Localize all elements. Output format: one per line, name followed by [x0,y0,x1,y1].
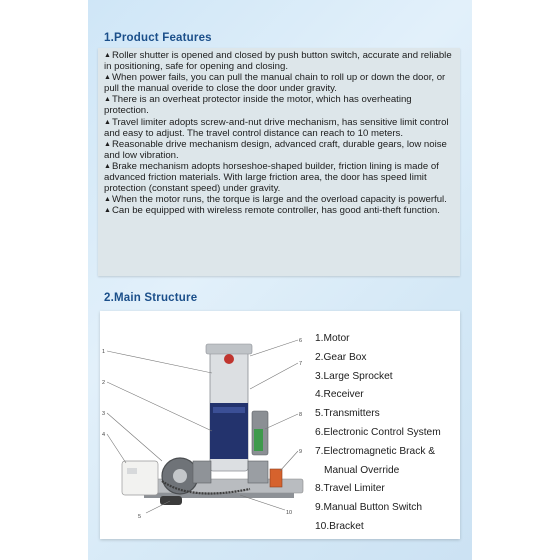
part-item: 4.Receiver [315,389,364,401]
triangle-bullet-icon: ▲ [104,96,111,104]
triangle-bullet-icon: ▲ [104,207,111,215]
feature-item: ▲Brake mechanism adopts horseshoe-shaped builder, friction lining is made of advanced friction materials. With large friction area, the door has speed limit protection (constant speed) under gravity. [104,160,439,195]
part-item: 2.Gear Box [315,351,367,363]
callout-label: 5 [138,514,142,520]
triangle-bullet-icon: ▲ [104,162,111,170]
feature-item: ▲There is an overheat protector inside the motor, which has overheating protection. [104,94,412,117]
feature-item: ▲Travel limiter adopts screw-and-nut drive mechanism, has sensitive limit control and easy to adjust. The travel control distance can reach to 10 meters. [104,116,449,139]
part-item-continuation: Manual Override [324,464,400,476]
triangle-bullet-icon: ▲ [104,140,111,148]
features-list [104,50,456,216]
callout-label: 10 [286,510,293,516]
part-item: 9.Manual Button Switch [315,502,423,514]
part-item: 6.Electronic Control System [315,426,441,438]
feature-item: ▲Reasonable drive mechanism design, advanced craft, durable gears, low noise and low vibration. [104,138,447,161]
transmitter-icon [160,496,182,505]
triangle-bullet-icon: ▲ [104,52,111,59]
part-item: 10.Bracket [315,520,364,532]
part-item: 5.Transmitters [315,408,380,420]
feature-item: ▲Roller shutter is opened and closed by push button switch, accurate and reliable in positioning, safe for opening and closing. [104,50,452,73]
feature-item: ▲When the motor runs, the torque is large and the overload capacity is powerful. [104,194,447,206]
triangle-bullet-icon: ▲ [104,118,111,126]
callout-label: 4 [102,432,106,438]
callout-label: 8 [299,412,303,418]
callout-label: 2 [102,380,106,386]
triangle-bullet-icon: ▲ [104,74,111,82]
callout-label: 6 [299,338,303,344]
part-item: 7.Electromagnetic Brack & [315,445,436,457]
motor-illustration [100,311,315,539]
callout-label: 1 [102,349,106,355]
receiver-box-icon [122,461,158,495]
part-item: 8.Travel Limiter [315,483,385,495]
feature-item: ▲When power fails, you can pull the manual chain to roll up or down the door, or pull the manual overide to close the door under gravity. [104,72,446,95]
part-item: 3.Large Sprocket [315,370,393,382]
brochure-page [88,0,472,560]
parts-list [315,330,441,537]
product-features-heading: 1.Product Features [104,32,212,44]
triangle-bullet-icon: ▲ [104,196,111,204]
callout-label: 3 [102,411,106,417]
part-item: 1.Motor [315,333,350,344]
callout-label: 9 [299,449,303,455]
main-structure-heading: 2.Main Structure [104,292,198,304]
callout-label: 7 [299,361,303,367]
button-switch-icon [270,469,282,487]
feature-item: ▲Can be equipped with wireless remote controller, has good anti-theft function. [104,205,440,217]
